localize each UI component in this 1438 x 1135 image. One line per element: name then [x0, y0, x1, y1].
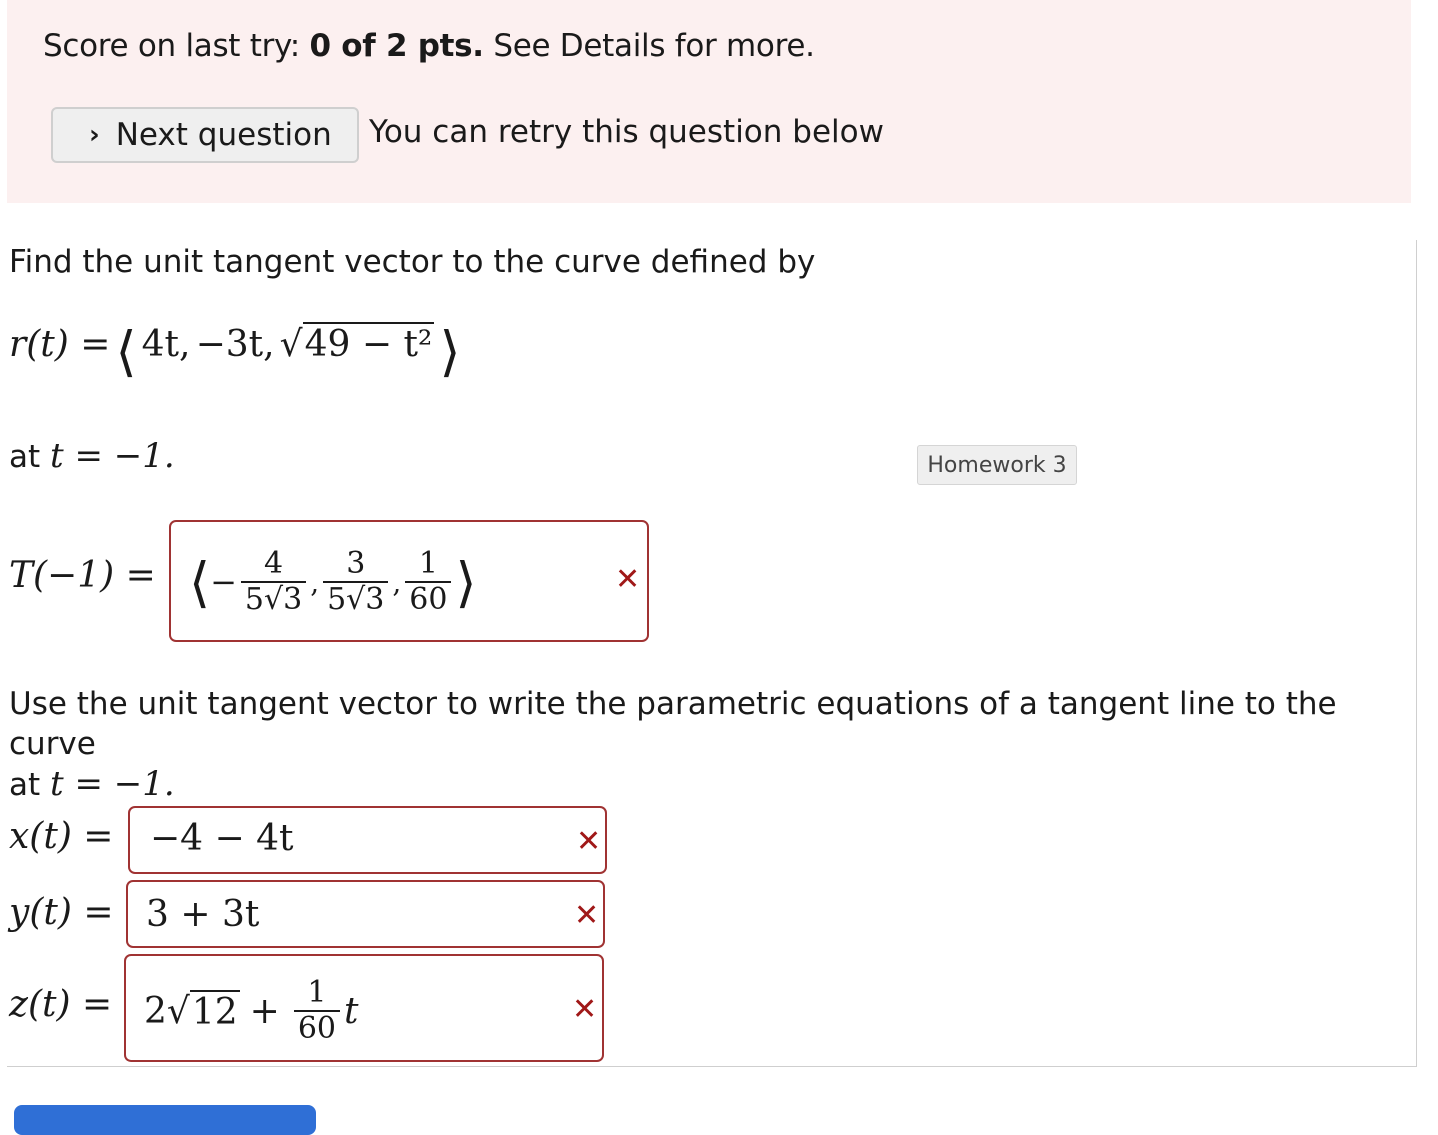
T-frac-3-den: 60 [405, 581, 451, 617]
retry-note: You can retry this question below [369, 114, 884, 150]
comma: , [392, 565, 402, 599]
z-frac-den: 60 [294, 1010, 340, 1046]
score-value: 0 of 2 pts. [309, 28, 484, 64]
x-answer-value: −4 − 4t [150, 818, 294, 859]
next-question-button[interactable] [51, 107, 359, 163]
z-answer-field[interactable] [124, 954, 604, 1062]
T-frac-3 [405, 547, 451, 617]
T-frac-2-num: 3 [346, 546, 366, 581]
T-left-angle: ⟨ [189, 550, 211, 614]
prompt2-equation: t = −1. [50, 764, 175, 804]
at-equation: t = −1. [50, 436, 175, 476]
minus-sign: − [210, 563, 237, 601]
next-question-label: Next question [115, 117, 332, 153]
incorrect-icon: ✕ [572, 992, 598, 1027]
chevron-right-icon: › [89, 120, 100, 150]
curve-definition [9, 320, 461, 383]
x-answer-field[interactable] [128, 806, 607, 874]
y-answer-value: 3 + 3t [146, 894, 260, 935]
z-var-t: t [344, 990, 359, 1032]
left-angle: ⟨ [115, 320, 137, 383]
prompt2-text: Use the unit tangent vector to write the parametric equations of a tangent line to the curve [9, 686, 1337, 762]
evaluation-point [9, 436, 175, 476]
score-prefix: Score on last try: [43, 28, 300, 64]
T-answer-content [189, 532, 477, 632]
submit-button[interactable] [14, 1105, 316, 1135]
T-answer-field[interactable] [169, 520, 649, 642]
r-comp-1: 4t, [141, 324, 191, 365]
r-def-lhs: r(t) = [9, 324, 111, 365]
T-frac-2 [323, 547, 388, 617]
z-frac [294, 976, 340, 1046]
at-prefix: at [9, 439, 41, 475]
z-frac-num: 1 [307, 975, 327, 1010]
right-angle: ⟩ [439, 320, 461, 383]
T-frac-1-den: 5√3 [241, 581, 306, 617]
incorrect-icon: ✕ [576, 824, 602, 859]
T-right-angle: ⟩ [455, 550, 477, 614]
question-panel [7, 240, 1417, 1067]
z-label: z(t) = [9, 984, 113, 1025]
comma: , [310, 565, 320, 599]
score-text [43, 28, 815, 64]
T-frac-2-den: 5√3 [323, 581, 388, 617]
prompt2-at: at [9, 767, 41, 803]
incorrect-icon: ✕ [574, 898, 600, 933]
T-frac-1 [241, 547, 306, 617]
y-label: y(t) = [9, 892, 114, 933]
x-label: x(t) = [9, 816, 114, 857]
T-frac-3-num: 1 [418, 546, 438, 581]
z-coef: 2 [144, 990, 167, 1032]
plus-sign: + [249, 990, 280, 1032]
T-frac-1-num: 4 [263, 546, 284, 581]
question-prompt-2 [9, 684, 1399, 805]
sqrt-symbol: √ [279, 324, 303, 365]
y-answer-field[interactable] [126, 880, 605, 948]
sqrt-symbol: √ [166, 990, 190, 1032]
incorrect-icon: ✕ [615, 562, 641, 597]
r-comp-2: −3t, [195, 324, 275, 365]
z-radicand: 12 [191, 991, 238, 1033]
score-banner [7, 0, 1411, 203]
question-prompt: Find the unit tangent vector to the curve defined by [9, 244, 816, 280]
score-suffix: See Details for more. [493, 28, 815, 64]
T-label: T(−1) = [9, 555, 156, 596]
z-answer-content [144, 966, 359, 1056]
r-comp-3: 49 − t² [304, 324, 433, 365]
homework-tag[interactable]: Homework 3 [917, 445, 1077, 485]
